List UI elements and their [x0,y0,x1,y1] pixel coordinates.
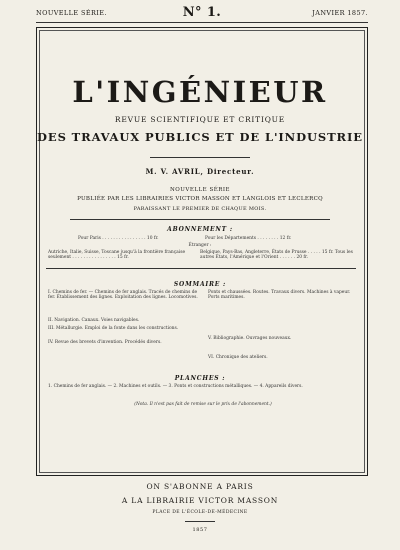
abonnement-bottom-rule [46,268,356,269]
abonnement-top-rule [70,219,330,220]
journal-subtitle: REVUE SCIENTIFIQUE ET CRITIQUE [114,115,286,124]
footer-divider [185,521,215,522]
issue-date: JANVIER 1857. [312,9,368,17]
abonnement-foreign-right: Belgique, Pays-Bas, Angleterre, États de Prusse . . . . . 15 fr. Tous les autres États, l'Amérique et l'Orient . . . . . . 20 fr. [200,250,353,261]
issue-header [36,7,368,21]
title-divider [150,157,250,158]
sommaire-col1-item: II. Navigation. Canaux. Voies navigables. [48,318,140,323]
abonnement-etranger: Étranger : [188,243,212,248]
journal-title: L'INGÉNIEUR [72,75,328,109]
new-series-label: NOUVELLE SÉRIE [169,187,231,193]
sommaire-col1-item: III. Métallurgie. Emploi de la fonte dans les constructions. [48,326,179,331]
abonnement-paris: Pour Paris . . . . . . . . . . . . . . . . 10 fr. [78,236,159,241]
footer-year: 1857 [192,527,208,533]
footer-subscribe: ON S'ABONNE A PARIS [146,482,254,491]
sommaire-col1-item: IV. Revue des brevets d'invention. Procédés divers. [48,340,162,345]
schedule-line: PARAISSANT LE PREMIER DE CHAQUE MOIS. [133,206,267,212]
sommaire-col2-item: V. Bibliographie. Ouvrages nouveaux. [208,336,292,341]
series-label: NOUVELLE SÉRIE. [36,9,107,17]
abonnement-departements: Pour les Départements . . . . . . . . 12 fr. [205,236,292,241]
issue-number: N° 1. [182,5,222,20]
planches-heading: PLANCHES : [174,375,226,382]
footer-address: PLACE DE L'ÉCOLE-DE-MÉDECINE [152,510,248,515]
planches-note: (Nota. Il n'est pas fait de remise sur le prix de l'abonnement.) [134,402,272,407]
abonnement-heading: ABONNEMENT : [167,226,233,233]
journal-subtitle-main: DES TRAVAUX PUBLICS ET DE L'INDUSTRIE [37,130,363,144]
sommaire-col2-item: Ponts et chaussées. Routes. Travaux divers. Machines à vapeur. Ports maritimes. [208,290,351,301]
sommaire-col2-item: VI. Chronique des ateliers. [208,355,268,360]
planches-text: 1. Chemins de fer anglais. — 2. Machines et outils. — 3. Ponts et constructions métalliques. — 4. Appareils divers. [48,384,303,389]
header-rule [36,22,368,23]
abonnement-foreign-left: Autriche, Italie, Suisse, Toscane jusqu'à la frontière française seulement . . . . . . . . . . . . . . . . 15 fr. [48,250,186,261]
director-line: M. V. AVRIL, Directeur. [145,167,255,176]
footer-bookshop: A LA LIBRAIRIE VICTOR MASSON [121,496,279,505]
sommaire-heading: SOMMAIRE : [173,281,227,288]
sommaire-col1-item: I. Chemins de fer. — Chemins de fer anglais. Tracés de chemins de fer. Établissement des lignes. Exploitation des lignes. Locomotives. [48,290,198,301]
publisher-line: PUBLIÉE PAR LES LIBRAIRIES VICTOR MASSON ET LANGLOIS ET LECLERCQ [77,196,323,202]
